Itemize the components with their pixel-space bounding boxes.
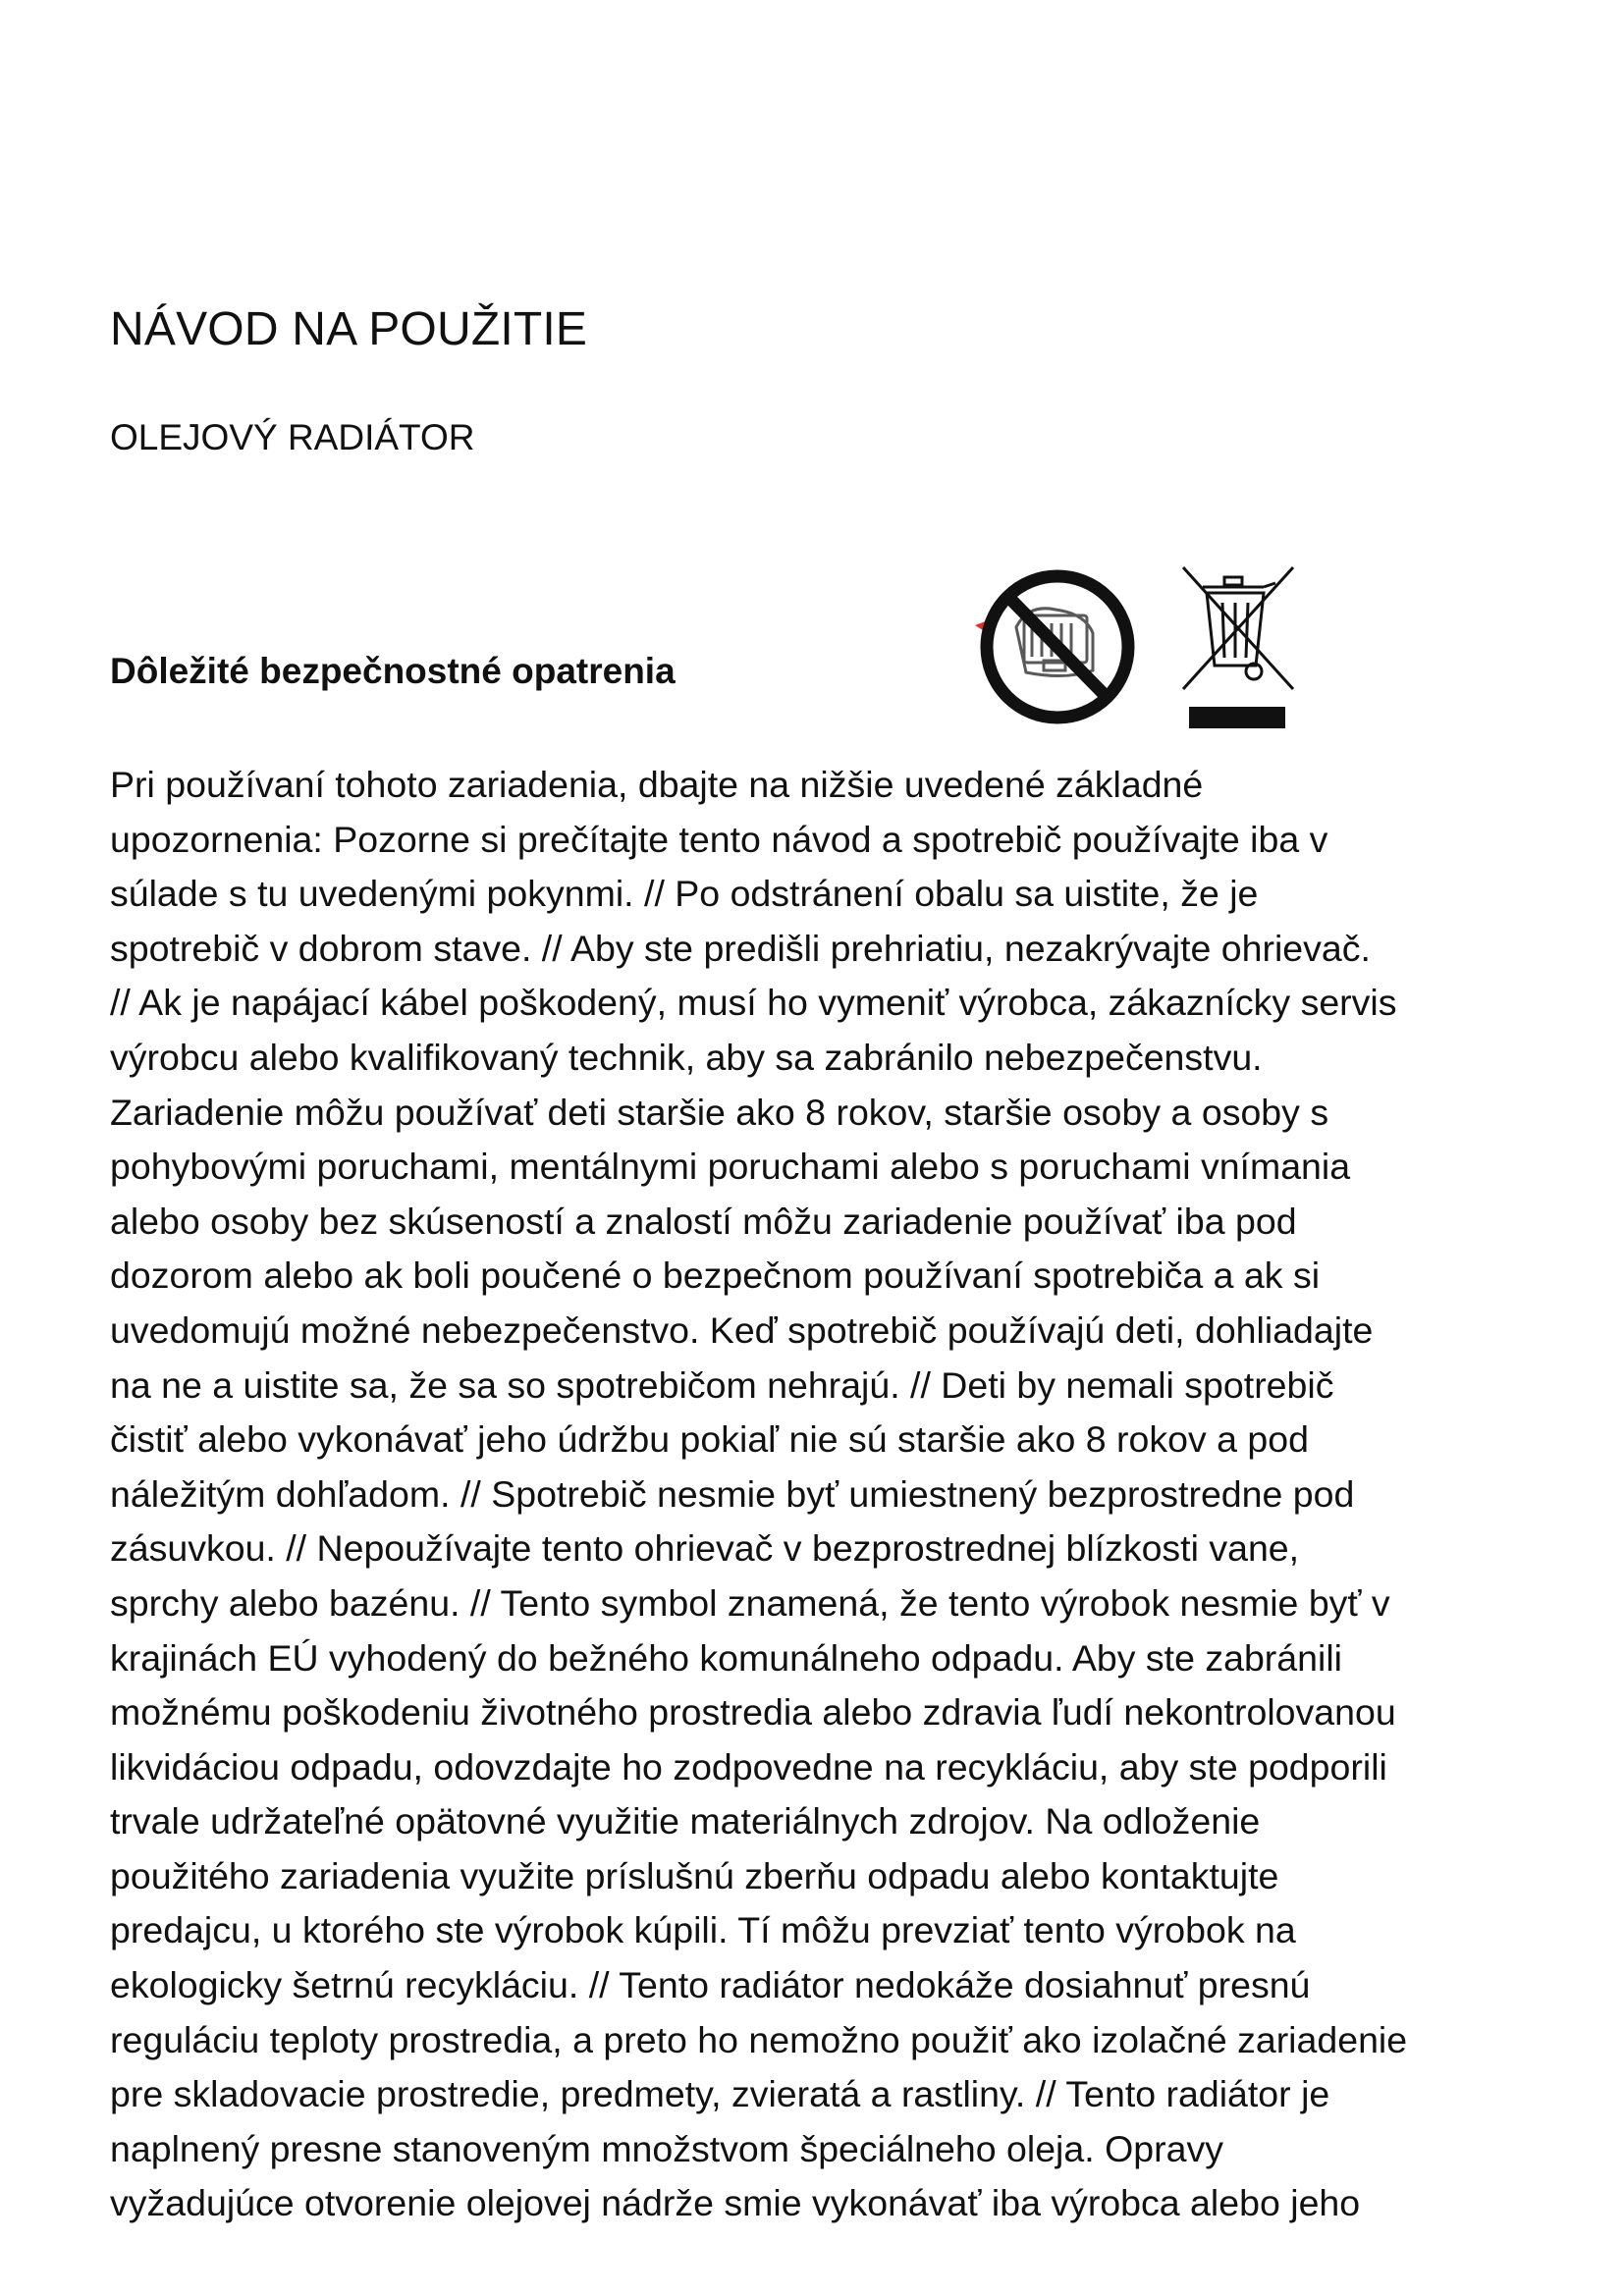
body-line: ekologicky šetrnú recykláciu. // Tento radiátor nedokáže dosiahnuť presnú (110, 1964, 1311, 2006)
body-line: krajinách EÚ vyhodený do bežného komunálneho odpadu. Aby ste zabránili (110, 1636, 1343, 1679)
safety-symbols (967, 560, 1311, 736)
body-line: dozorom alebo ak boli poučené o bezpečnom používaní spotrebiča a ak si (110, 1255, 1321, 1297)
crossed-out-wheelie-bin-icon (1173, 560, 1301, 731)
body-line: Pri používaní tohoto zariadenia, dbajte na nižšie uvedené základné (110, 764, 1204, 805)
document-subtitle: OLEJOVÝ RADIÁTOR (110, 417, 475, 457)
document-title: NÁVOD NA POUŽITIE (110, 303, 588, 355)
body-line: zásuvkou. // Nepoužívajte tento ohrievač v bezprostrednej blízkosti vane, (110, 1527, 1300, 1570)
body-line: likvidáciou odpadu, odovzdajte ho zodpovedne na recykláciu, aby ste podporili (110, 1745, 1387, 1788)
body-line: pre skladovacie prostredie, predmety, zvieratá a rastliny. // Tento radiátor je (110, 2073, 1330, 2115)
body-line: upozornenia: Pozorne si prečítajte tento návod a spotrebič používajte iba v (110, 818, 1328, 860)
body-line: pohybovými poruchami, mentálnymi poruchami alebo s poruchami vnímania (110, 1146, 1351, 1188)
body-line: použitého zariadenia využite príslušnú zberňu odpadu alebo kontaktujte (110, 1854, 1279, 1896)
body-line: uvedomujú možné nebezpečenstvo. Keď spotrebič používajú deti, dohliadajte (110, 1308, 1374, 1351)
body-line: naplnený presne stanoveným množstvom špeciálneho oleja. Opravy (110, 2127, 1223, 2169)
body-line: predajcu, u ktorého ste výrobok kúpili. Tí môžu prevziať tento výrobok na (110, 1909, 1296, 1951)
body-line: // Ak je napájací kábel poškodený, musí ho vymeniť výrobca, zákaznícky servis (110, 982, 1397, 1024)
do-not-cover-icon (967, 564, 1144, 731)
body-line: možnému poškodeniu životného prostredia alebo zdravia ľudí nekontrolovanou (110, 1691, 1396, 1734)
body-line: Zariadenie môžu používať deti staršie ako 8 rokov, staršie osoby a osoby s (110, 1091, 1329, 1133)
body-line: sprchy alebo bazénu. // Tento symbol znamená, že tento výrobok nesmie byť v (110, 1581, 1390, 1624)
safety-instructions-text (110, 758, 1573, 2231)
body-line: spotrebič v dobrom stave. // Aby ste predišli prehriatiu, nezakrývajte ohrievač. (110, 927, 1371, 969)
body-line: na ne a uistite sa, že sa so spotrebičom nehrajú. // Deti by nemali spotrebič (110, 1363, 1334, 1406)
body-line: výrobcu alebo kvalifikovaný technik, aby sa zabránilo nebezpečenstvu. (110, 1036, 1263, 1078)
safety-heading: Dôležité bezpečnostné opatrenia (110, 651, 676, 691)
body-line: náležitým dohľadom. // Spotrebič nesmie byť umiestnený bezprostredne pod (110, 1472, 1355, 1515)
body-line: vyžadujúce otvorenie olejovej nádrže smie vykonávať iba výrobca alebo jeho (110, 2182, 1361, 2224)
body-line: súlade s tu uvedenými pokynmi. // Po odstránení obalu sa uistite, že je (110, 873, 1259, 915)
body-line: trvale udržateľné opätovné využitie materiálnych zdrojov. Na odloženie (110, 1800, 1261, 1842)
body-line: čistiť alebo vykonávať jeho údržbu pokiaľ nie sú staršie ako 8 rokov a pod (110, 1418, 1310, 1461)
body-line: reguláciu teploty prostredia, a preto ho nemožno použiť ako izolačné zariadenie (110, 2018, 1408, 2060)
body-line: alebo osoby bez skúseností a znalostí môžu zariadenie používať iba pod (110, 1200, 1297, 1242)
